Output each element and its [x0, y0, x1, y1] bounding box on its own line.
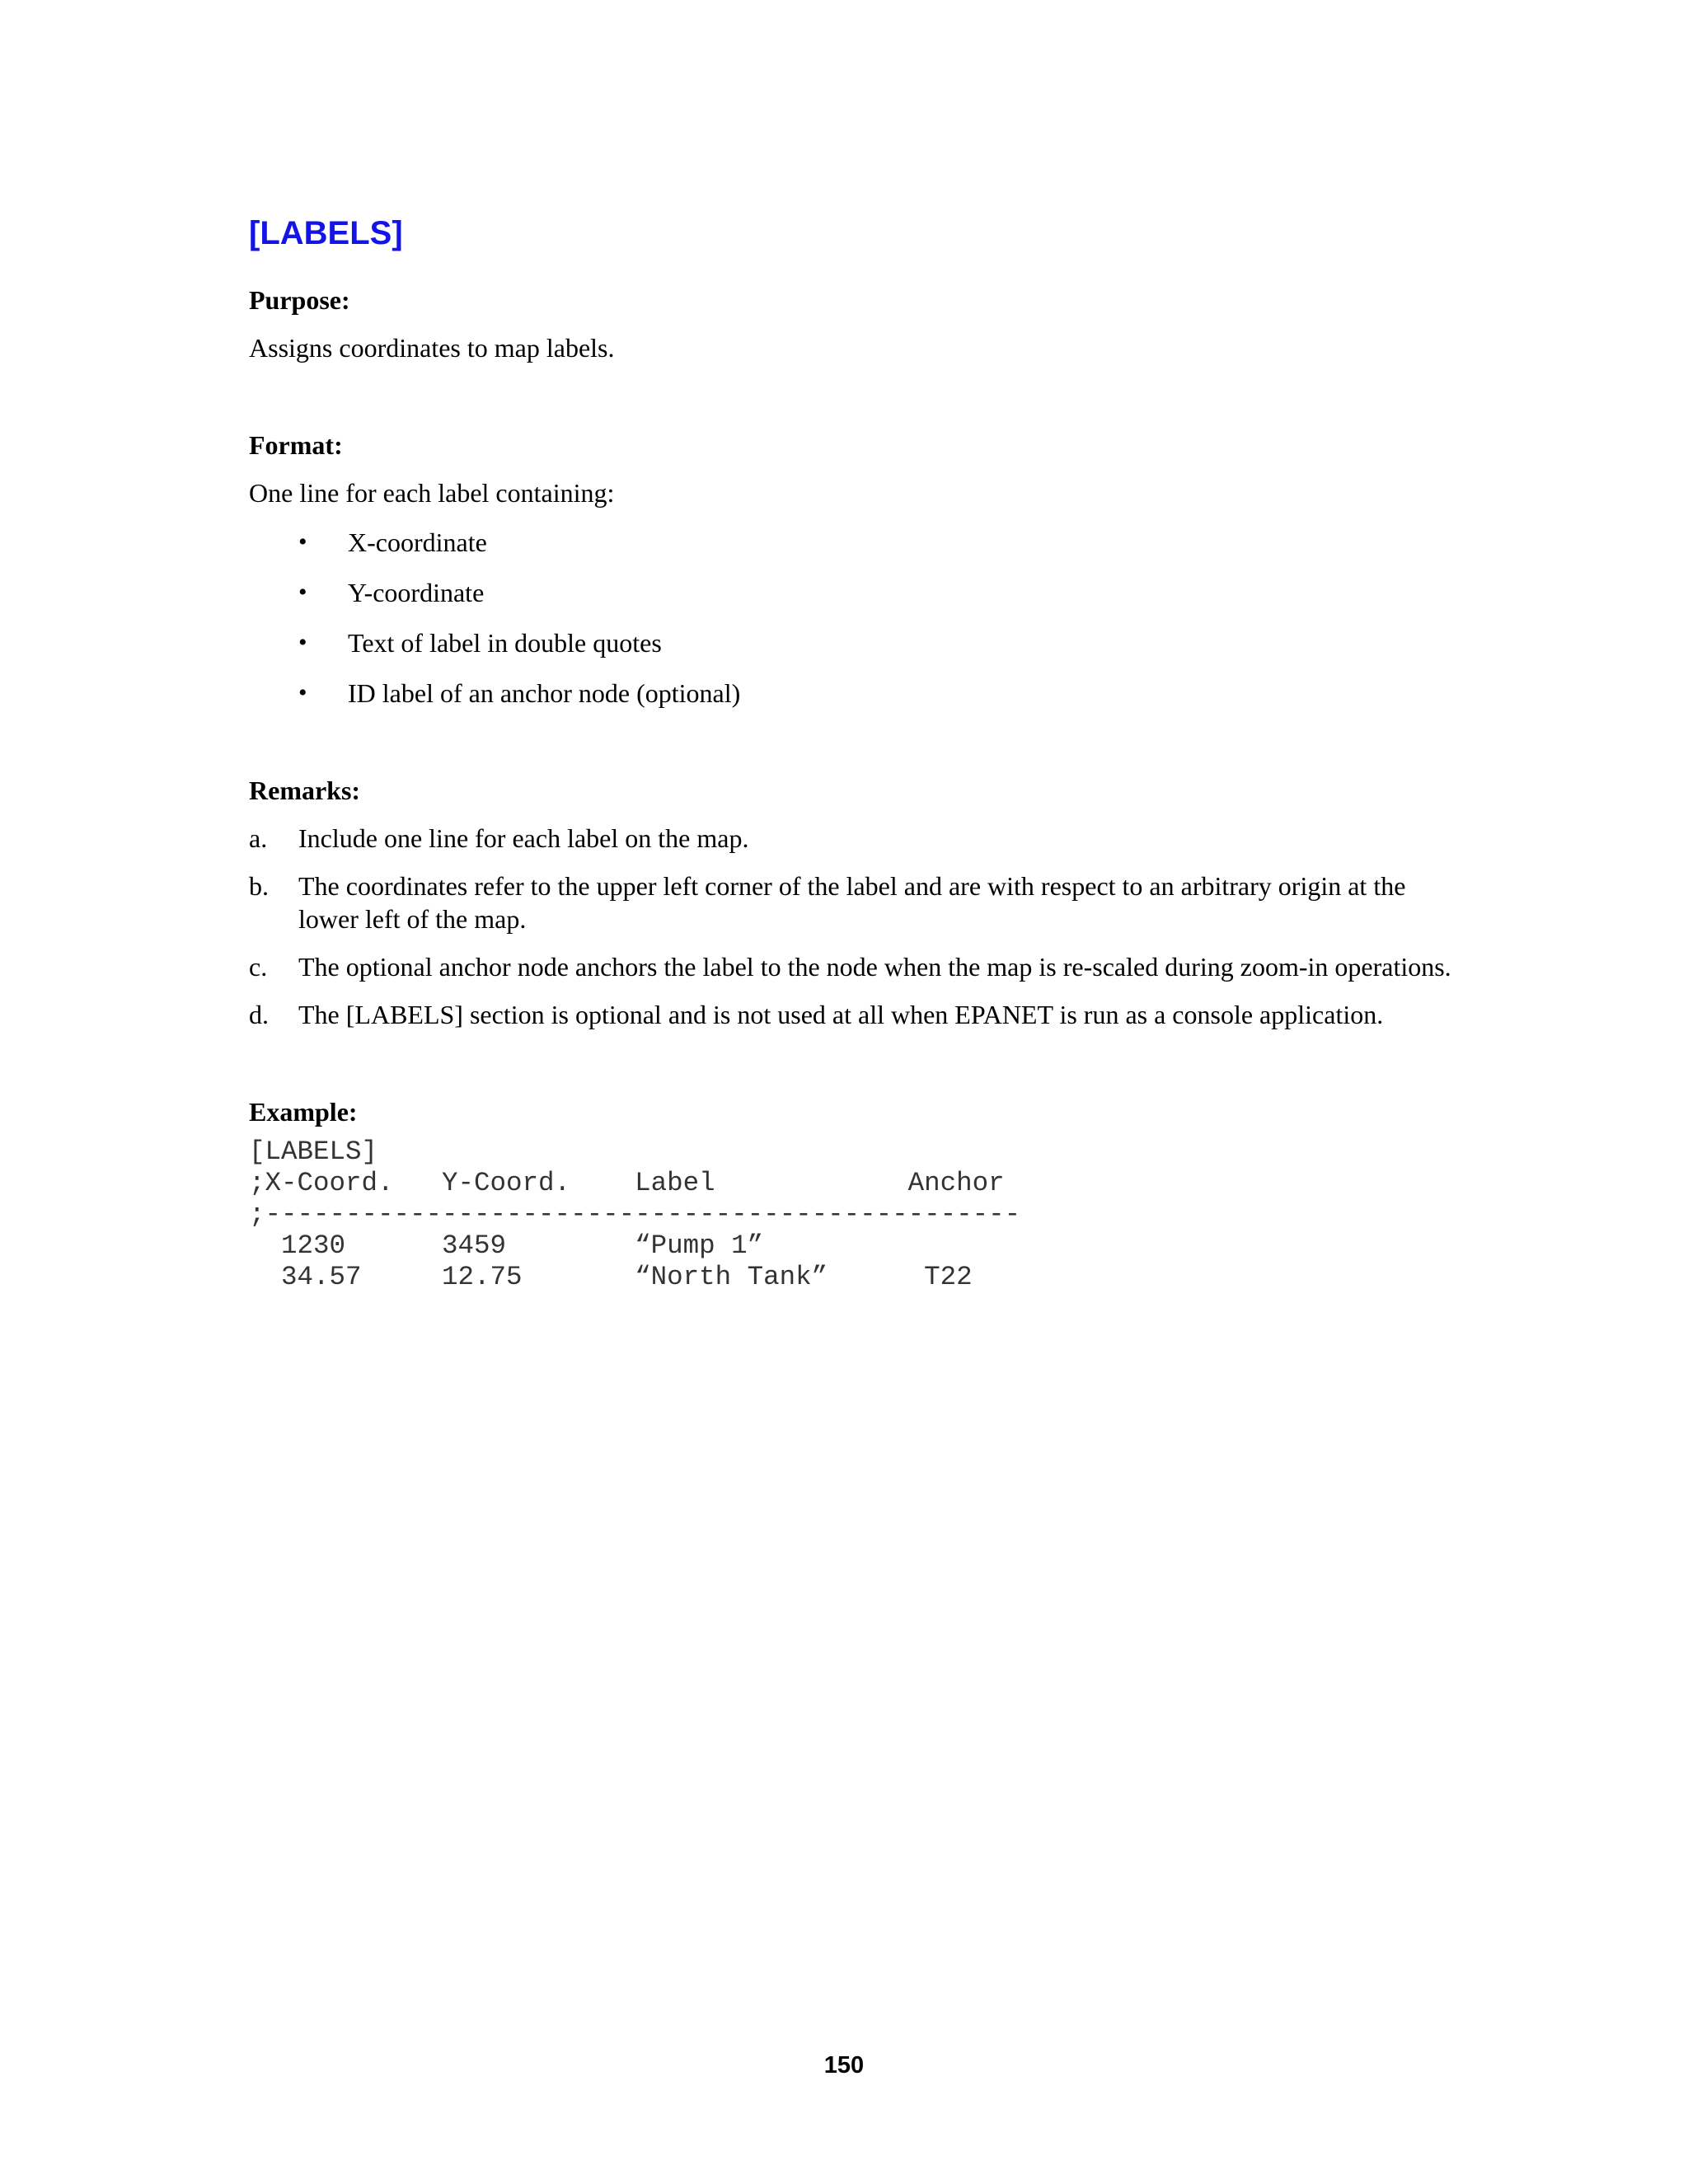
example-heading: Example: — [249, 1097, 358, 1127]
code-line: 1230 3459 “Pump 1” — [249, 1230, 764, 1261]
format-intro: One line for each label containing: — [249, 478, 615, 508]
list-item: • X-coordinate — [298, 527, 487, 557]
remarks-heading: Remarks: — [249, 776, 361, 805]
bullet-icon: • — [298, 579, 307, 606]
remark-letter: d. — [249, 1000, 269, 1029]
bullet-icon: • — [298, 679, 307, 706]
code-line: 34.57 12.75 “North Tank” T22 — [249, 1262, 973, 1292]
list-item: c. The optional anchor node anchors the label to the node when the map is re-scaled during zoom-in operations. — [249, 952, 1451, 982]
purpose-heading: Purpose: — [249, 285, 350, 315]
list-item: d. The [LABELS] section is optional and is not used at all when EPANET is run as a console application. — [249, 1000, 1384, 1029]
remark-letter: b. — [249, 871, 269, 901]
list-item: • Text of label in double quotes — [298, 628, 662, 658]
purpose-text: Assigns coordinates to map labels. — [249, 333, 615, 363]
format-heading: Format: — [249, 430, 343, 460]
list-item: • ID label of an anchor node (optional) — [298, 678, 741, 708]
code-line: ;----------------------------------------------- — [249, 1199, 1021, 1230]
document-page — [249, 213, 1452, 1293]
list-item: • Y-coordinate — [298, 578, 485, 607]
bullet-icon: • — [298, 629, 307, 656]
format-list — [249, 526, 1452, 710]
code-line: ;X-Coord. Y-Coord. Label Anchor — [249, 1168, 1005, 1198]
page-number: 150 — [823, 2052, 865, 2079]
list-item: b. The coordinates refer to the upper left corner of the label and are with respect to an arbitrary origin at the lower left of the map. — [249, 871, 1406, 934]
code-line: [LABELS] — [249, 1137, 378, 1167]
section-title: [LABELS] — [249, 215, 403, 251]
list-item: a. Include one line for each label on the map. — [249, 823, 749, 853]
example-code-block — [249, 1137, 1452, 1293]
remark-letter: a. — [249, 823, 268, 853]
bullet-icon: • — [298, 528, 307, 555]
remark-letter: c. — [249, 952, 268, 982]
remarks-list — [249, 822, 1452, 1031]
